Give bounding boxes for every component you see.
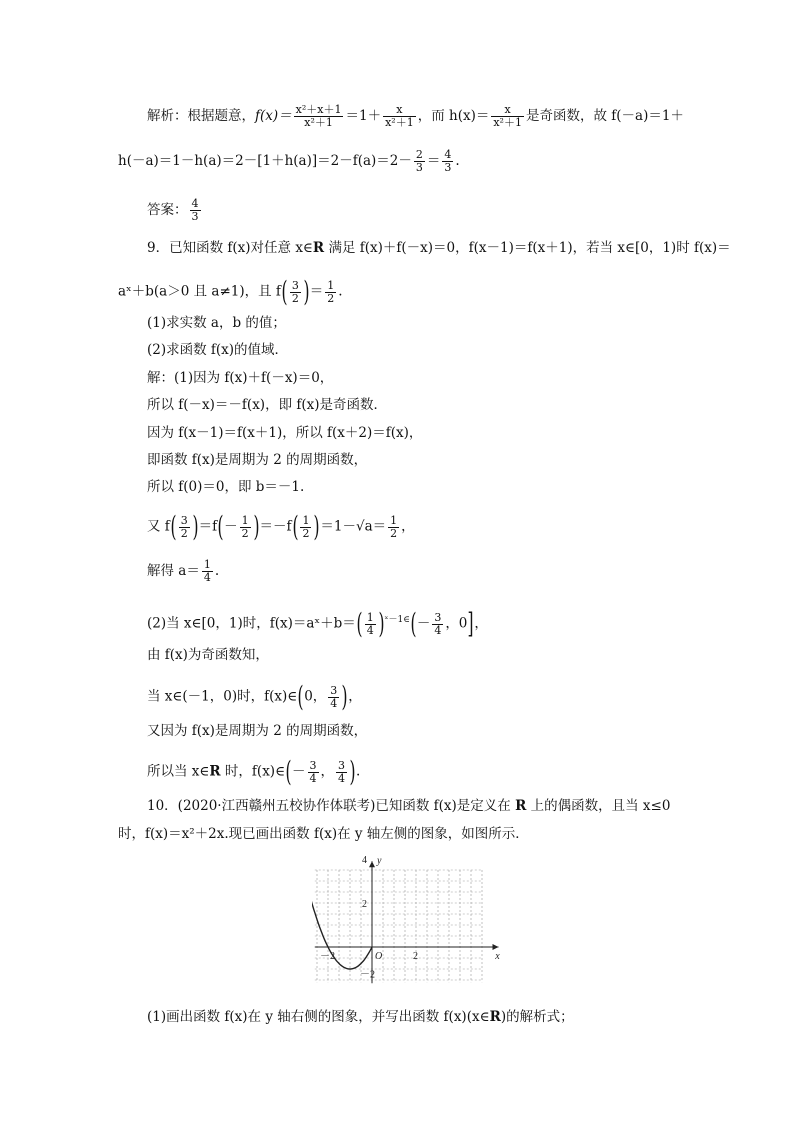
text: ＝ xyxy=(426,153,441,169)
fraction: $\frac{3}{4}$ xyxy=(330,683,338,710)
solution-line-2 xyxy=(118,149,460,174)
text: ＝ xyxy=(309,283,324,300)
solution-line-1 xyxy=(147,104,684,129)
y-axis-arrow xyxy=(369,861,375,867)
fraction: $\frac{\text{x²＋x＋1}}{\text{x²＋1}}$ xyxy=(295,103,342,129)
solution-part-2-line-1: (2)当 x∈[0，1)时，f(x)＝aˣ＋b＝( $\frac{1}{4}$ )$^{ˣ-1\in}$(－ $\frac{3}{4}$ ，0]， xyxy=(147,607,488,640)
fraction: $\frac{1}{4}$ xyxy=(366,610,374,637)
fraction: $\frac{3}{4}$ xyxy=(434,610,442,637)
axis-labels xyxy=(320,855,500,980)
y-tick-label: 4 xyxy=(362,855,367,866)
text: . xyxy=(455,153,460,169)
text: 9．已知函数 f(x)对任意 x∈ xyxy=(147,240,313,256)
solution-step-1: 解：(1)因为 f(x)＋f(－x)＝0， xyxy=(147,370,334,386)
question-9-line-2 xyxy=(118,275,343,308)
fraction: $\frac{1}{2}$ xyxy=(390,513,398,540)
text: h(－a)＝1－h(a)＝2－[1＋h(a)]＝2－f(a)＝2－ xyxy=(118,153,412,169)
text: 是奇函数，故 f(－a)＝1＋ xyxy=(525,108,684,124)
fraction: $\frac{4}{3}$ xyxy=(191,197,199,223)
solution-step-5: 所以 f(0)＝0，即 b＝－1. xyxy=(147,479,305,495)
text: 解析：根据题意， xyxy=(147,108,255,124)
solution-step-2: 所以 f(－x)＝－f(x)，即 f(x)是奇函数． xyxy=(147,397,388,413)
fraction: $\frac{1}{2}$ xyxy=(241,513,249,540)
fraction: $\frac{x}{\text{x²＋1}}$ xyxy=(493,103,522,129)
fraction: $\frac{3}{4}$ xyxy=(309,758,317,785)
y-tick-label: 2 xyxy=(362,899,367,910)
fraction: $\frac{2}{3}$ xyxy=(415,148,423,174)
x-axis-label: x xyxy=(495,951,500,962)
question-10-line-1: 10．(2020·江西赣州五校协作体联考)已知函数 f(x)是定义在 R 上的偶函数，且当 x≤0 xyxy=(147,798,671,814)
reals-symbol: R xyxy=(312,240,325,256)
reals-symbol: R xyxy=(489,1009,501,1025)
x-tick-label: －2 xyxy=(320,951,335,962)
fraction: $\frac{4}{3}$ xyxy=(444,148,452,174)
x-tick-label: 2 xyxy=(413,951,418,962)
fraction: $\frac{3}{2}$ xyxy=(291,278,299,305)
fraction: $\frac{3}{4}$ xyxy=(338,758,346,785)
question-9-part-2: (2)求函数 f(x)的值域． xyxy=(147,342,289,358)
text: ＝1＋ xyxy=(345,108,382,124)
question-10-part-1: (1)画出函数 f(x)在 y 轴右侧的图象，并写出函数 f(x)(x∈R)的解析式； xyxy=(147,1009,574,1025)
solution-step-4: 即函数 f(x)是周期为 2 的周期函数， xyxy=(147,452,368,468)
origin-label: O xyxy=(375,951,383,962)
question-10-line-2: 时，f(x)＝x²＋2x.现已画出函数 f(x)在 y 轴左侧的图象，如图所示． xyxy=(118,826,529,842)
x-axis-arrow xyxy=(493,944,499,950)
answer-label: 答案： xyxy=(147,202,188,218)
fraction: $\frac{1}{4}$ xyxy=(203,558,211,584)
text: . xyxy=(338,283,343,300)
paren: ( xyxy=(281,275,288,308)
grid xyxy=(315,870,482,982)
answer-line xyxy=(147,198,203,223)
solution-part-2-line-5: 所以当 x∈R 时，f(x)∈(－ $\frac{3}{4}$ ， $\frac{3}{4}$ ). xyxy=(147,755,361,788)
question-9-line-1 xyxy=(147,238,731,258)
y-tick-label: －2 xyxy=(360,969,375,981)
fraction: $\frac{1}{2}$ xyxy=(302,513,310,540)
reals-symbol: R xyxy=(209,763,221,780)
text: f(x)＝ xyxy=(255,108,292,124)
fraction: $\frac{x}{\text{x²＋1}}$ xyxy=(385,103,414,129)
solution-step-3: 因为 f(x－1)＝f(x＋1)，所以 f(x＋2)＝f(x)， xyxy=(147,425,423,441)
fraction: $\frac{1}{2}$ xyxy=(327,278,335,305)
function-graph xyxy=(312,855,512,995)
paren: ) xyxy=(303,275,310,308)
text: aˣ＋b(a＞0 且 a≠1)，且 f xyxy=(118,283,281,300)
solution-step-7: 解得 a＝ $\frac{1}{4}$ . xyxy=(147,558,220,584)
question-9-part-1: (1)求实数 a，b 的值； xyxy=(147,315,286,331)
solution-part-2-line-4: 又因为 f(x)是周期为 2 的周期函数， xyxy=(147,723,368,739)
reals-symbol: R xyxy=(515,798,527,814)
solution-part-2-line-3: 当 x∈(－1，0)时，f(x)∈(0， $\frac{3}{4}$ )， xyxy=(147,680,362,713)
text: ，而 h(x)＝ xyxy=(417,108,490,124)
solution-part-2-line-2: 由 f(x)为奇函数知， xyxy=(147,647,269,663)
text: 满足 f(x)＋f(－x)＝0，f(x－1)＝f(x＋1)，若当 x∈[0，1)时 f(x)＝ xyxy=(324,240,731,256)
fraction: $\frac{3}{2}$ xyxy=(180,513,188,540)
y-axis-label: y xyxy=(377,855,382,867)
solution-step-6: 又 f( $\frac{3}{2}$ )＝f(－ $\frac{1}{2}$ )＝－f( $\frac{1}{2}$ )＝1－√a＝ $\frac{1}{2}$ ， xyxy=(147,510,415,543)
